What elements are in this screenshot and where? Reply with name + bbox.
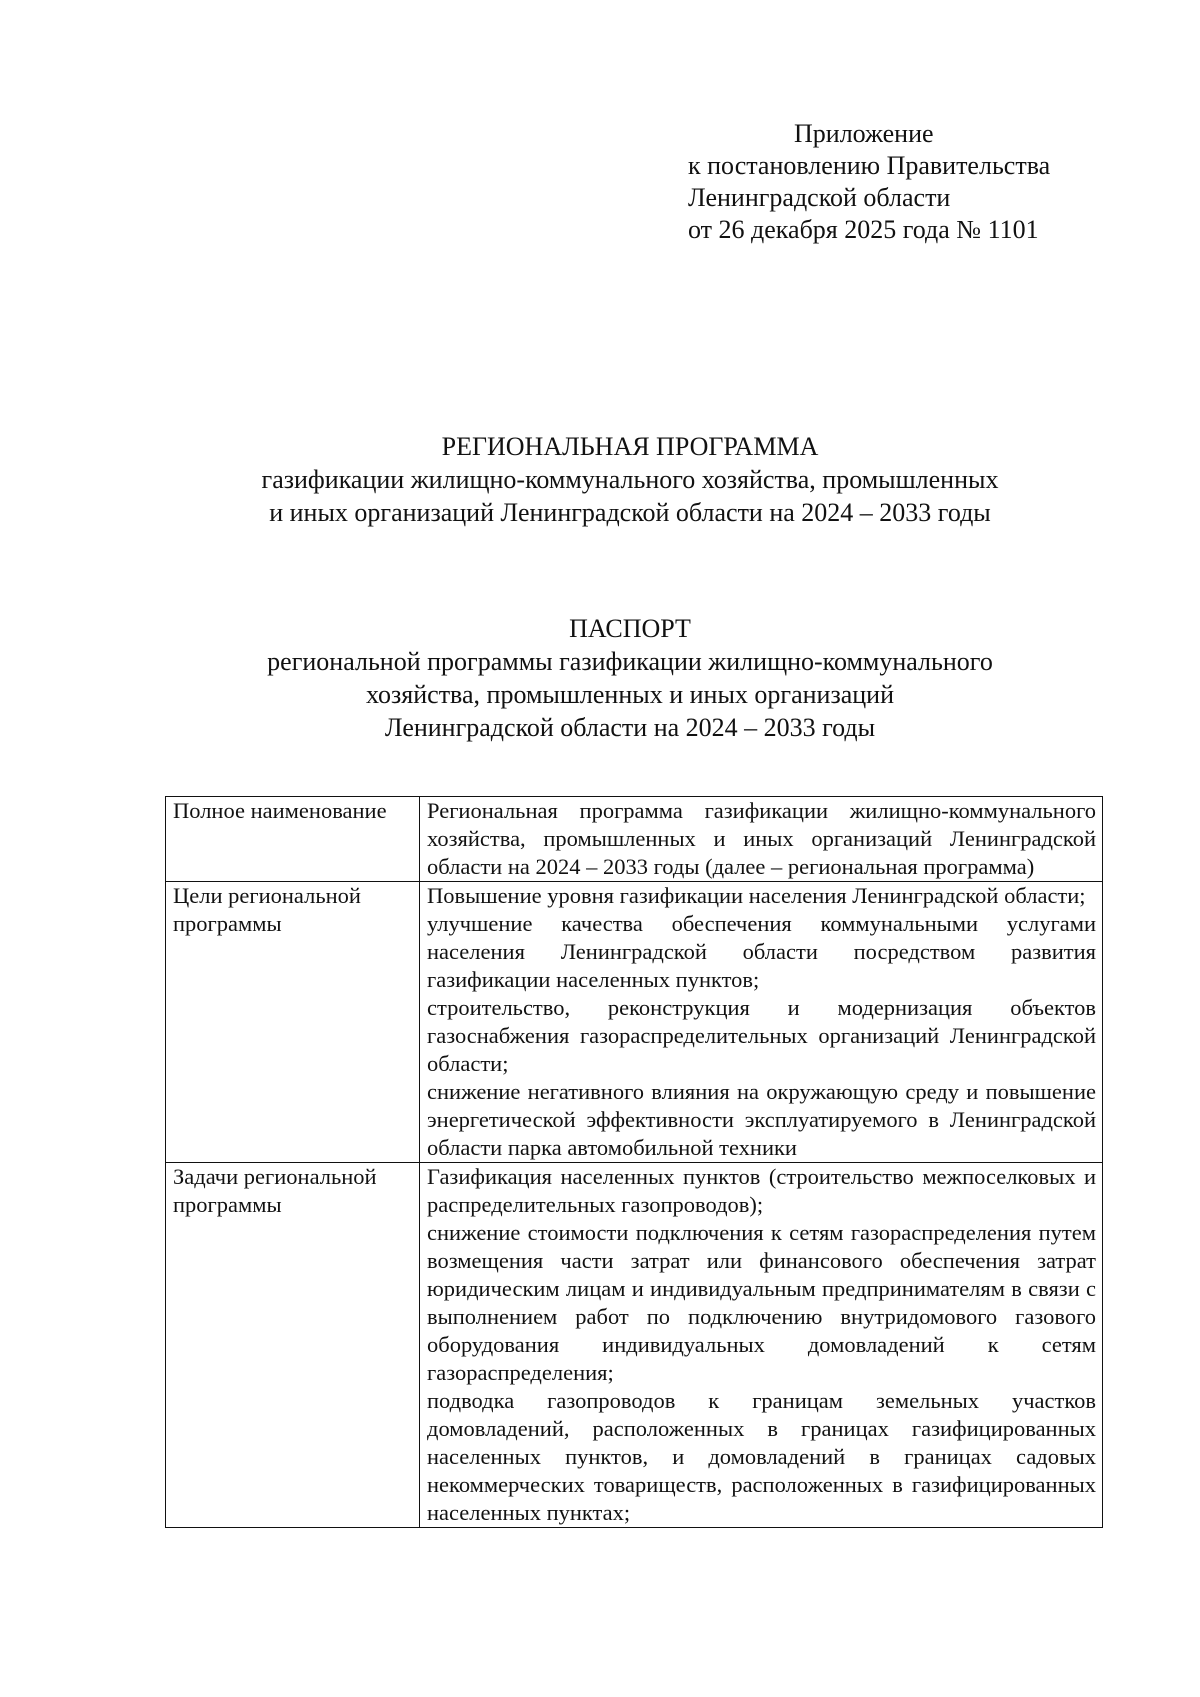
- paragraph: снижение стоимости подключения к сетям газораспределения путем возмещения части затрат или финансового обеспечения затрат юридическим лицам и индивидуальным предпринимателям в связи с выполнением работ по подключению внутридомового газового оборудования индивидуальных домовладений к сетям газораспределения;: [427, 1220, 1096, 1385]
- table-row: [166, 1163, 1103, 1528]
- passport-title-line-2: региональной программы газификации жилищно-коммунального: [267, 647, 993, 676]
- paragraph: Повышение уровня газификации населения Ленинградской области;: [427, 883, 1086, 908]
- program-title-heading: РЕГИОНАЛЬНАЯ ПРОГРАММА: [441, 432, 819, 461]
- passport-title: [0, 612, 1200, 744]
- row-value: [420, 882, 1103, 1163]
- paragraph: строительство, реконструкция и модернизация объектов газоснабжения газораспределительных организаций Ленинградской области;: [427, 995, 1096, 1076]
- paragraph: снижение негативного влияния на окружающую среду и повышение энергетической эффективности эксплуатируемого в Ленинградской области парка автомобильной техники: [427, 1079, 1096, 1160]
- appendix-decree: к постановлению Правительства: [688, 151, 1051, 180]
- program-title-line-3: и иных организаций Ленинградской области на 2024 – 2033 годы: [269, 498, 991, 527]
- row-label: Задачи региональной программы: [166, 1163, 420, 1528]
- table-row: [166, 797, 1103, 882]
- paragraph: Газификация населенных пунктов (строительство межпоселковых и распределительных газопроводов);: [427, 1164, 1096, 1217]
- program-title: [0, 430, 1200, 529]
- passport-title-line-3: хозяйства, промышленных и иных организаций: [366, 680, 894, 709]
- program-title-line-2: газификации жилищно-коммунального хозяйства, промышленных: [261, 465, 999, 494]
- passport-title-heading: ПАСПОРТ: [569, 614, 691, 643]
- paragraph: Региональная программа газификации жилищно-коммунального хозяйства, промышленных и иных организаций Ленинградской области на 2024 – 2033 годы (далее – региональная программа): [427, 798, 1096, 879]
- paragraph: подводка газопроводов к границам земельных участков домовладений, расположенных в границах газифицированных населенных пунктов, и домовладений в границах садовых некоммерческих товариществ, расположенных в газифицированных населенных пунктах;: [427, 1388, 1096, 1525]
- passport-title-line-4: Ленинградской области на 2024 – 2033 годы: [384, 713, 876, 742]
- table-row: [166, 882, 1103, 1163]
- passport-table: [165, 796, 1103, 1528]
- row-label: Полное наименование: [166, 797, 420, 882]
- appendix-region: Ленинградской области: [688, 183, 951, 212]
- appendix-date-number: от 26 декабря 2025 года № 1101: [688, 215, 1039, 244]
- paragraph: улучшение качества обеспечения коммунальными услугами населения Ленинградской области посредством развития газификации населенных пунктов;: [427, 911, 1096, 992]
- row-value: [420, 797, 1103, 882]
- appendix-header: [688, 118, 1050, 246]
- row-label: Цели региональной программы: [166, 882, 420, 1163]
- appendix-title: Приложение: [794, 119, 934, 148]
- row-value: [420, 1163, 1103, 1528]
